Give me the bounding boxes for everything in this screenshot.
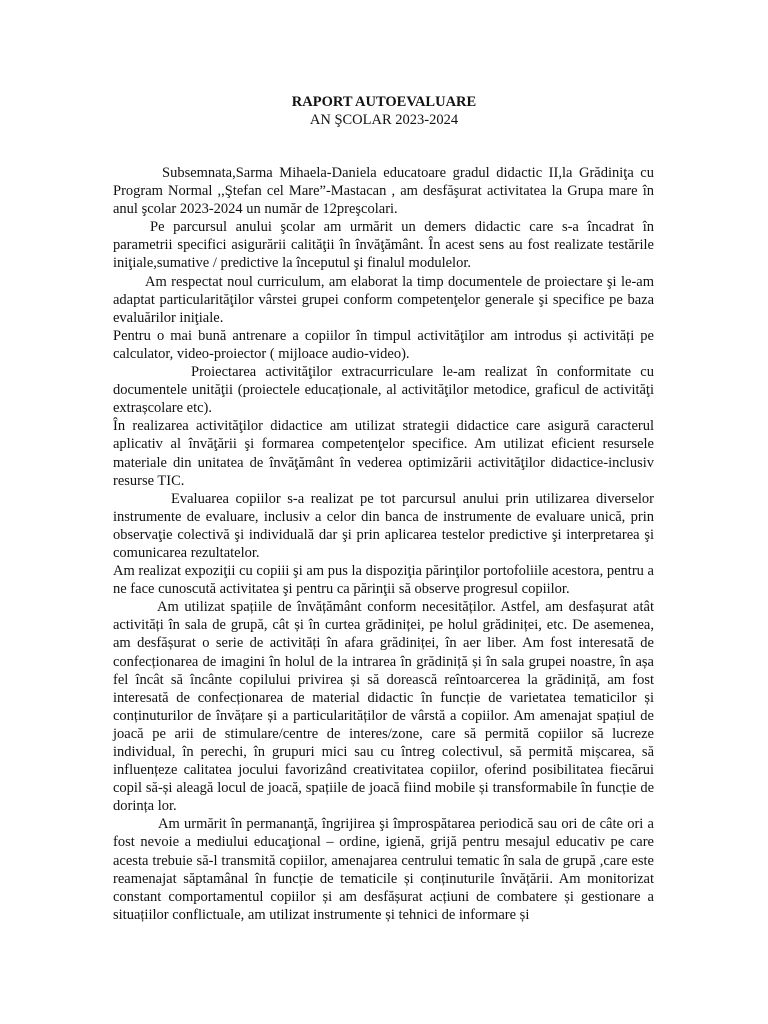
document-body xyxy=(113,164,654,924)
paragraph-curriculum: Am respectat noul curriculum, am elaborat la timp documentele de proiectare şi le-am adaptat particularităţilor vârstei grupei conform competenţelor generale şi specifice pe baza evaluărilor iniţiale. xyxy=(113,273,654,326)
paragraph-demers-didactic: Pe parcursul anului şcolar am urmărit un demers didactic care s-a încadrat în parametrii specifici asigurării calităţii în învăţământ. În acest sens au fost realizate testările iniţiale,sumative / predictive la începutul şi finalul modulelor. xyxy=(113,219,654,272)
paragraph-activitati-calculator: Pentru o mai bună antrenare a copiilor în timpul activităţilor am introdus și activități pe calculator, video-proiector ( mijloace audio-video). xyxy=(113,327,654,362)
paragraph-mediu-educational: Am urmărit în permananţă, îngrijirea şi împrospătarea periodică sau ori de câte ori a fost nevoie a mediului educaţional – ordine, igienă, grijă pentru mesajul educativ pe care acesta trebuie să-l transmită copiilor, amenajarea centrului tematic în sala de grupă ,care este reamenajat săptamânal în funcție de tematicile și conținuturile învățării. Am monitorizat constant comportamentul copiilor și am desfășurat acțiuni de combatere și gestionare a situațiilor conflictuale, am utilizat instrumente și tehnici de informare și xyxy=(113,816,654,923)
paragraph-strategii-didactice: În realizarea activităţilor didactice am utilizat strategii didactice care asigură caracterul aplicativ al învăţării şi formarea competenţelor specifice. Am utilizat eficient resursele materiale din unitatea de învăţământ în vederea optimizării activităţilor didactice-inclusiv resurse TIC. xyxy=(113,418,654,489)
paragraph-evaluare: Evaluarea copiilor s-a realizat pe tot parcursul anului prin utilizarea diverselor instrumente de evaluare, inclusiv a celor din banca de instrumente de evaluare unică, prin observaţie colectivă şi individuală dar şi prin aplicarea testelor predictive şi interpretarea şi comunicarea rezultatelor. xyxy=(113,490,654,561)
paragraph-spatii-invatamant: Am utilizat spațiile de învățământ conform necesităților. Astfel, am desfașurat atât activități în sala de grupă, cât și în curtea grădiniței, pe holul grădiniței, etc. De asemenea, am desfășurat o serie de activități în afara grădiniței, în aer liber. Am fost interesată de confecționarea de imagini în holul de la intrarea în grădiniță și în sala grupei noastre, în așa fel încât să încânte copilului privirea și să dorească reîntoarcerea la grădiniță, am fost interesată de confecționarea de material didactic în funcție de varietatea tematicilor și conținuturilor de învățare și a particularităților de vârstă a copiilor. Am amenajat spațiul de joacă pe arii de stimulare/centre de interes/zone, care să permită copiilor să lucreze individual, în perechi, în grupuri mici sau cu întreg colectivul, să permită mișcarea, să influențeze calitatea jocului favorizând creativitatea copiilor, oferind posibilitatea fiecărui copil să-și aleagă locul de joacă, spațiile de joacă fiind mobile și transformabile în funcție de dorința lor. xyxy=(113,599,654,815)
paragraph-intro: Subsemnata,Sarma Mihaela-Daniela educatoare gradul didactic II,la Grădiniţa cu Program Normal ,,Ştefan cel Mare”-Mastacan , am desfăşurat activitatea la Grupa mare în anul şcolar 2023-2024 un număr de 12preşcolari. xyxy=(113,165,654,218)
document-title: RAPORT AUTOEVALUARE xyxy=(291,94,477,110)
paragraph-extracurriculare: Proiectarea activităţilor extracurriculare le-am realizat în conformitate cu documentele unităţii (proiectele educaționale, al activităţilor metodice, graficul de activităţi extrașcolare etc). xyxy=(113,364,654,417)
paragraph-expozitii: Am realizat expoziţii cu copiii şi am pus la dispoziţia părinţilor portofoliile acestora, pentru a ne face cunoscută activitatea şi pentru ca părinţii să observe progresul copiilor. xyxy=(113,563,654,598)
document-subtitle: AN ŞCOLAR 2023-2024 xyxy=(309,112,459,128)
